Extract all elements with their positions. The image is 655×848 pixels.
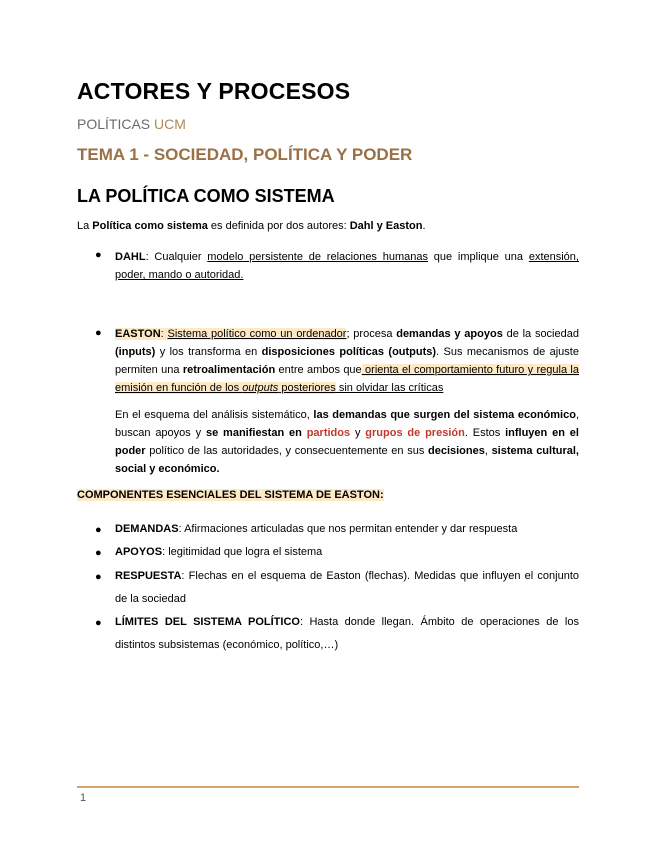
easton-paragraph: EASTON: Sistema político como un ordenador; procesa demandas y apoyos de la sociedad (inputs) y los transforma en disposiciones políticas (outputs). Sus mecanismos de ajuste permiten una retroalimentación entre ambos que orienta el comportamiento futuro y regula la emisión en función de los outputs posteriores sin olvidar las críticas bbox=[115, 328, 579, 394]
footer-divider bbox=[77, 786, 579, 788]
easton-analysis-paragraph: En el esquema del análisis sistemático, las demandas que surgen del sistema económico, buscan apoyos y se manifiestan en partidos y grupos de presión. Estos influyen en el poder político de las autoridades, y consecuentemente en sus decisiones, sistema cultural, social y económico. bbox=[115, 409, 579, 475]
subtitle-accent: UCM bbox=[154, 116, 186, 132]
subtitle-main: POLÍTICAS bbox=[77, 116, 151, 132]
document-subtitle bbox=[77, 116, 186, 132]
document-title: ACTORES Y PROCESOS bbox=[77, 78, 351, 104]
intro-paragraph: La Política como sistema es definida por dos autores: Dahl y Easton. bbox=[77, 220, 426, 232]
section-heading: LA POLÍTICA COMO SISTEMA bbox=[77, 186, 335, 206]
bullet-icon: ● bbox=[95, 617, 102, 629]
list-item: LÍMITES DEL SISTEMA POLÍTICO: Hasta donde llegan. Ámbito de operaciones de los distintos subsistemas (económico, político,…) bbox=[115, 616, 579, 651]
list-item: DEMANDAS: Afirmaciones articuladas que nos permitan entender y dar respuesta bbox=[115, 523, 518, 535]
dahl-paragraph: DAHL: Cualquier modelo persistente de relaciones humanas que implique una extensión, poder, mando o autoridad. bbox=[115, 251, 579, 281]
page-number: 1 bbox=[80, 792, 87, 804]
bullet-icon: ● bbox=[95, 327, 102, 339]
bullet-icon: ● bbox=[95, 571, 102, 583]
components-heading: COMPONENTES ESENCIALES DEL SISTEMA DE EASTON: bbox=[77, 489, 384, 501]
list-item: APOYOS: legitimidad que logra el sistema bbox=[115, 546, 323, 558]
list-item: RESPUESTA: Flechas en el esquema de Easton (flechas). Medidas que influyen el conjunto de la sociedad bbox=[115, 570, 579, 605]
bullet-icon: ● bbox=[95, 547, 102, 559]
bullet-icon: ● bbox=[95, 249, 102, 261]
bullet-icon: ● bbox=[95, 524, 102, 536]
topic-heading: TEMA 1 - SOCIEDAD, POLÍTICA Y PODER bbox=[77, 145, 413, 164]
